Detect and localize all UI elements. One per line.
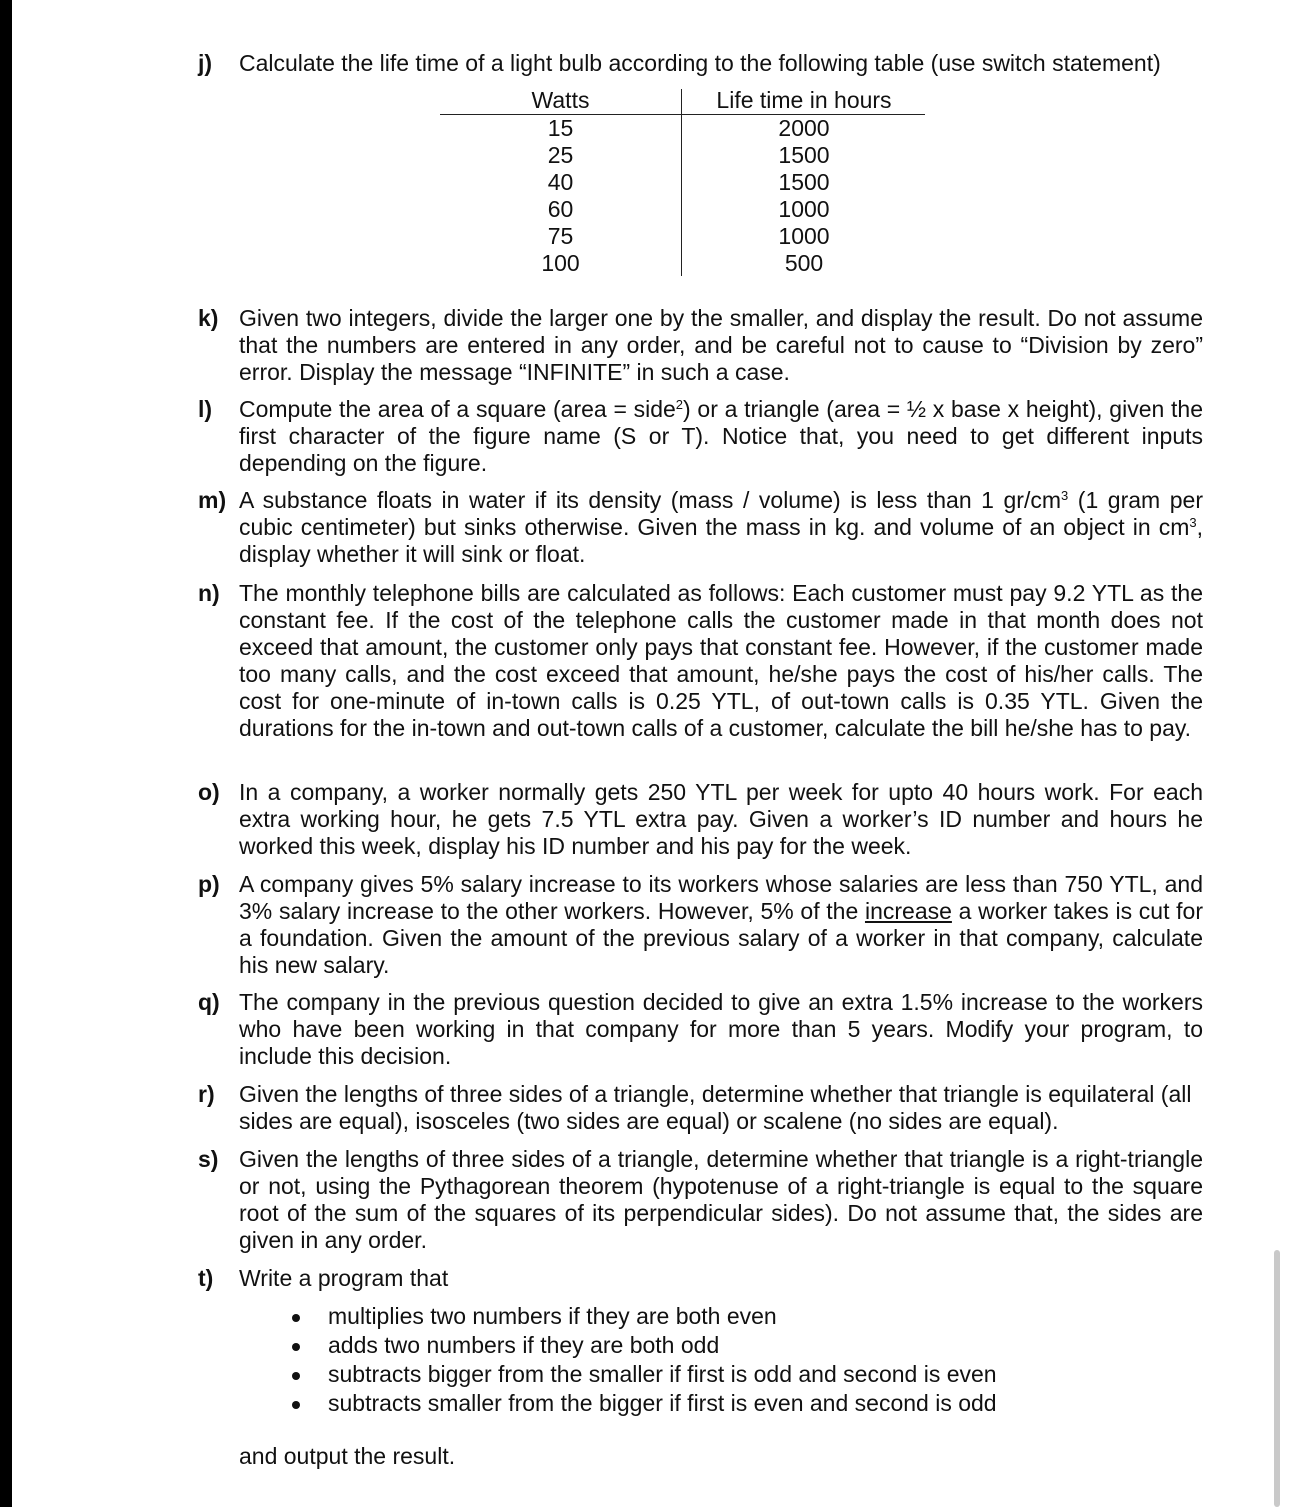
question-text: A substance floats in water if its density (mass / volume) is less than 1 $gr/cm^3$ (1 gram per cubic centimeter) but sinks otherwise. Given the mass in kg. and volume of an object in $cm^3$, display whether it will sink or float.: [239, 487, 1203, 567]
question-label: m): [198, 487, 227, 513]
question-text: Compute the area of a square (area = side$^2$) or a triangle (area = ½ x base x height), given the first character of the figure name (S or T). Notice that, you need to get different inputs depending on the figure.: [239, 396, 1203, 476]
question-k: [198, 305, 1203, 386]
question-text: In a company, a worker normally gets 250 YTL per week for upto 40 hours work. For each extra working hour, he gets 7.5 YTL extra pay. Given a worker’s ID number and hours he worked this week, display his ID number and his pay for the week.: [239, 779, 1203, 859]
question-label: r): [198, 1081, 215, 1107]
bullet-icon: [292, 1343, 300, 1351]
question-m: [198, 487, 1203, 568]
question-text: Given the lengths of three sides of a triangle, determine whether that triangle is a right-triangle or not, using the Pythagorean theorem (hypotenuse of a right-triangle is equal to the square root of the sum of the squares of its perpendicular sides). Do not assume that, the sides are given in any order.: [239, 1146, 1203, 1253]
question-q: [198, 989, 1203, 1070]
question-label: p): [198, 871, 220, 897]
table-cell: 15: [547, 115, 574, 141]
question-r: [198, 1081, 1203, 1135]
table-cell: 2000: [778, 115, 830, 141]
question-j: [198, 50, 1208, 77]
table-cell: 25: [547, 142, 574, 168]
question-n: [198, 580, 1203, 742]
question-text: A company gives 5% salary increase to its workers whose salaries are less than 750 YTL, and 3% salary increase to the other workers. However, 5% of the increase a worker takes is cut for a foundation. Given the amount of the previous salary of a worker in that company, calculate his new salary.: [239, 871, 1204, 978]
list-item: subtracts bigger from the smaller if first is odd and second is even: [288, 1360, 997, 1389]
question-text: Given the lengths of three sides of a triangle, determine whether that triangle is equilateral (all sides are equal), isosceles (two sides are equal) or scalene (no sides are equal).: [239, 1081, 1192, 1134]
question-text: Calculate the life time of a light bulb according to the following table (use switch statement): [239, 50, 1161, 76]
question-o: [198, 779, 1203, 860]
question-text: The monthly telephone bills are calculated as follows: Each customer must pay 9.2 YTL as the constant fee. If the cost of the telephone calls the customer made in that month does not exceed that amount, the customer only pays that constant fee. However, if the customer made too many calls, and the cost exceed that amount, he/she pays the cost of his/her calls. The cost for one-minute of in-town calls is 0.25 YTL, of out-town calls is 0.35 YTL. Given the durations for the in-town and out-town calls of a customer, calculate the bill he/she has to pay.: [239, 580, 1203, 741]
question-text: Given two integers, divide the larger one by the smaller, and display the result. Do not assume that the numbers are entered in any order, and be careful not to cause to “Division by zero” error. Display the message “INFINITE” in such a case.: [239, 305, 1203, 385]
table-cell: 1000: [778, 223, 830, 249]
table-header-lifetime: Life time in hours: [716, 87, 892, 113]
question-label: l): [198, 396, 213, 422]
question-label: o): [198, 779, 220, 805]
question-t-closing: [198, 1443, 1203, 1470]
table-cell: 60: [547, 196, 574, 222]
question-label: t): [198, 1265, 214, 1291]
question-text: The company in the previous question decided to give an extra 1.5% increase to the workers who have been working in that company for more than 5 years. Modify your program, to include this decision.: [239, 989, 1203, 1069]
question-t: [198, 1265, 1203, 1292]
question-s: [198, 1146, 1203, 1254]
question-label: q): [198, 989, 220, 1015]
bullet-icon: [292, 1401, 300, 1409]
list-item: multiplies two numbers if they are both even: [288, 1302, 997, 1331]
table-cell: 1500: [778, 169, 830, 195]
table-column-divider: [681, 89, 682, 276]
question-l: [198, 396, 1203, 477]
table-cell: 75: [547, 223, 574, 249]
table-cell: 40: [547, 169, 574, 195]
table-cell: 100: [541, 250, 580, 276]
question-label: n): [198, 580, 220, 606]
question-label: k): [198, 305, 219, 331]
closing-text: and output the result.: [239, 1443, 456, 1469]
list-item: subtracts smaller from the bigger if first is even and second is odd: [288, 1389, 997, 1418]
table-header-watts: Watts: [531, 87, 590, 113]
list-item: adds two numbers if they are both odd: [288, 1331, 997, 1360]
vertical-scrollbar[interactable]: [1274, 1250, 1280, 1507]
bullet-icon: [292, 1372, 300, 1380]
table-cell: 1000: [778, 196, 830, 222]
question-text: Write a program that: [239, 1265, 449, 1291]
bullet-list: [288, 1302, 997, 1418]
bullet-icon: [292, 1314, 300, 1322]
table-cell: 1500: [778, 142, 830, 168]
table-cell: 500: [784, 250, 824, 276]
question-label: j): [198, 50, 213, 76]
question-p: [198, 871, 1203, 979]
document-page: [12, 0, 1290, 1507]
question-label: s): [198, 1146, 219, 1172]
